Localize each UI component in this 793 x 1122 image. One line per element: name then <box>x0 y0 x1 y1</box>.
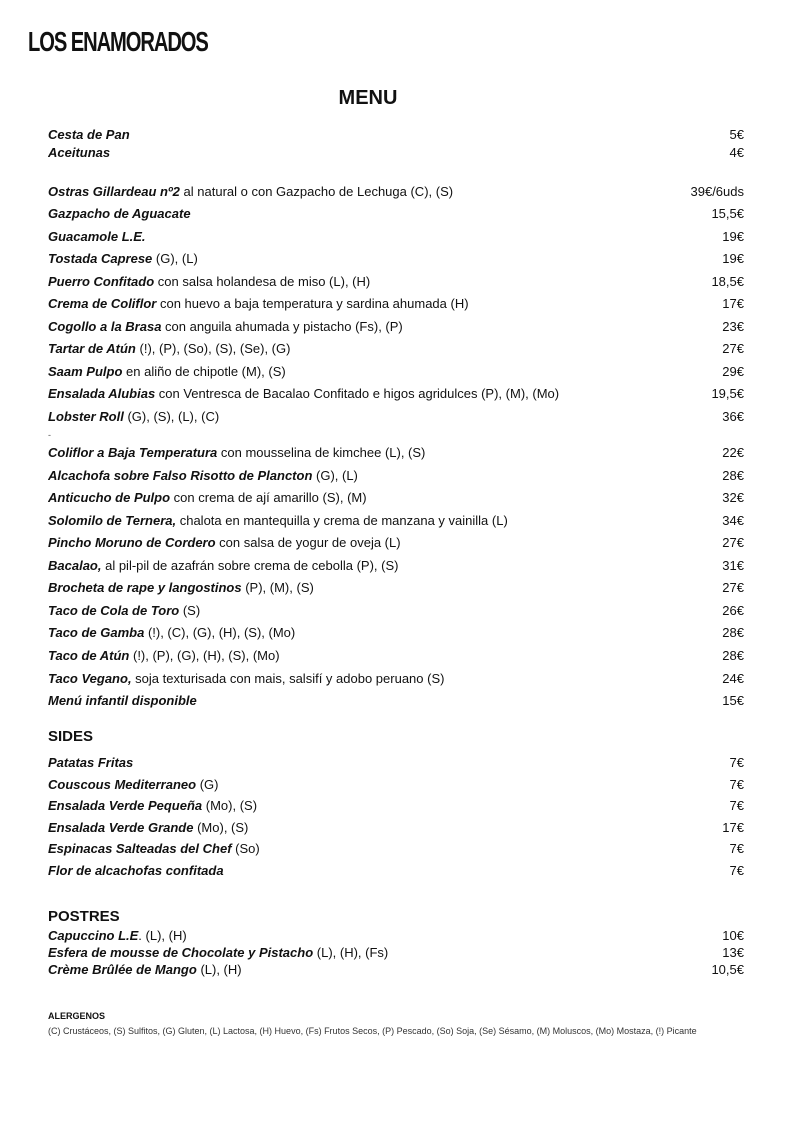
menu-item-row <box>48 928 744 943</box>
menu-item-desc: al pil-pil de azafrán sobre crema de cebolla (P), (S) <box>101 557 399 573</box>
menu-item-text <box>48 820 248 835</box>
menu-item-text <box>48 693 197 708</box>
menu-item-desc: (L), (H), (Fs) <box>313 945 389 960</box>
menu-item-name: Taco de Cola de Toro <box>48 602 180 618</box>
menu-title: MENU <box>338 87 398 109</box>
menu-item-text <box>48 798 257 813</box>
menu-item-price: 18,5€ <box>711 273 744 289</box>
menu-item-desc: al natural o con Gazpacho de Lechuga (C), (S) <box>179 184 454 199</box>
menu-item-text <box>48 341 290 356</box>
menu-item-name: Cesta de Pan <box>48 127 130 142</box>
menu-item-text <box>48 625 295 640</box>
menu-item-row <box>48 535 744 550</box>
menu-item-text <box>48 296 469 311</box>
menu-item-desc: (!), (P), (So), (S), (Se), (G) <box>135 341 291 357</box>
menu-item-row <box>48 319 744 334</box>
menu-item-row <box>48 490 744 505</box>
menu-item-price: 15,5€ <box>711 206 744 222</box>
menu-item-row <box>48 962 744 977</box>
menu-item-text <box>48 648 280 663</box>
menu-item-name: Couscous Mediterraneo <box>48 776 197 792</box>
menu-item-text <box>48 777 218 792</box>
menu-item-price: 15€ <box>722 693 744 709</box>
menu-item-row <box>48 229 744 244</box>
menu-item-desc: (G), (L) <box>152 251 198 267</box>
menu-item-text <box>48 386 559 401</box>
menu-item-price: 7€ <box>729 862 744 878</box>
menu-item-desc: con salsa holandesa de miso (L), (H) <box>154 273 371 289</box>
menu-item-row <box>48 409 744 424</box>
menu-item-name: Taco de Gamba <box>48 625 145 641</box>
menu-item-text <box>48 445 425 460</box>
menu-item-desc: (Mo), (S) <box>193 819 249 835</box>
menu-item-name: Anticucho de Pulpo <box>48 490 171 506</box>
menu-item-row <box>48 386 744 401</box>
menu-item-row <box>48 693 744 708</box>
separator-dash: - <box>48 430 51 440</box>
menu-item-price: 26€ <box>722 602 744 618</box>
menu-item-text <box>48 409 219 424</box>
menu-item-text <box>48 229 146 244</box>
postres-title: POSTRES <box>48 908 120 925</box>
menu-item-name: Solomilo de Ternera, <box>48 512 177 528</box>
menu-item-text <box>48 127 130 142</box>
menu-item-price: 36€ <box>722 408 744 424</box>
menu-item-price: 10,5€ <box>711 962 744 977</box>
menu-item-text <box>48 468 358 483</box>
menu-item-desc: (Mo), (S) <box>202 798 258 813</box>
menu-item-desc: con mousselina de kimchee (L), (S) <box>217 445 426 460</box>
menu-item-price: 19,5€ <box>711 386 744 402</box>
menu-item-row <box>48 513 744 528</box>
menu-item-row <box>48 945 744 960</box>
menu-item-row <box>48 364 744 379</box>
menu-item-desc: con anguila ahumada y pistacho (Fs), (P) <box>161 318 403 334</box>
menu-item-price: 4€ <box>729 145 744 160</box>
menu-item-row <box>48 625 744 640</box>
menu-item-desc: con crema de ají amarillo (S), (M) <box>170 490 367 506</box>
menu-item-name: Pincho Moruno de Cordero <box>48 535 216 551</box>
menu-item-price: 27€ <box>722 535 744 551</box>
menu-item-desc: (!), (P), (G), (H), (S), (Mo) <box>129 647 280 663</box>
menu-item-text <box>48 145 110 160</box>
menu-item-text <box>48 274 370 289</box>
menu-item-name: Tostada Caprese <box>48 251 153 267</box>
restaurant-logo: LOS ENAMORADOS <box>28 26 208 57</box>
menu-item-text <box>48 945 388 960</box>
menu-item-name: Puerro Confitado <box>48 273 155 289</box>
menu-item-price: 19€ <box>722 228 744 244</box>
menu-item-price: 5€ <box>729 127 744 142</box>
menu-item-row <box>48 296 744 311</box>
menu-item-desc: con Ventresca de Bacalao Confitado e higos agridulces (P), (M), (Mo) <box>155 386 560 402</box>
menu-item-row <box>48 863 744 878</box>
menu-item-name: Esfera de mousse de Chocolate y Pistacho <box>48 945 314 960</box>
menu-item-desc: (G) <box>196 776 219 792</box>
menu-item-text <box>48 962 242 977</box>
menu-item-name: Tartar de Atún <box>48 341 136 357</box>
menu-item-name: Taco Vegano, <box>48 670 132 686</box>
menu-item-price: 27€ <box>722 580 744 596</box>
menu-item-desc: con huevo a baja temperatura y sardina ahumada (H) <box>156 296 469 312</box>
menu-item-desc: . (L), (H) <box>138 928 187 943</box>
menu-item-text <box>48 580 314 595</box>
sides-title: SIDES <box>48 728 94 745</box>
menu-item-price: 13€ <box>722 945 744 960</box>
menu-item-name: Ostras Gillardeau nº2 <box>48 184 180 199</box>
menu-item-desc: (P), (M), (S) <box>241 580 314 596</box>
menu-item-row <box>48 274 744 289</box>
menu-item-name: Ensalada Verde Pequeña <box>48 798 203 813</box>
menu-item-text <box>48 490 367 505</box>
menu-item-price: 10€ <box>722 928 744 943</box>
menu-item-name: Flor de alcachofas confitada <box>48 862 224 878</box>
menu-item-desc: (L), (H) <box>196 962 242 977</box>
menu-item-row <box>48 206 744 221</box>
menu-item-price: 7€ <box>729 798 744 813</box>
menu-item-text <box>48 755 133 770</box>
menu-item-price: 28€ <box>722 647 744 663</box>
menu-item-row <box>48 251 744 266</box>
allergens-title: ALERGENOS <box>48 1011 106 1021</box>
menu-item-desc: (S) <box>179 602 201 618</box>
menu-item-desc: (G), (L) <box>312 467 358 483</box>
menu-item-row <box>48 603 744 618</box>
menu-item-name: Bacalao, <box>48 557 102 573</box>
menu-item-desc: (So) <box>231 841 260 856</box>
menu-item-text <box>48 184 453 199</box>
menu-item-row <box>48 184 744 199</box>
menu-item-text <box>48 863 224 878</box>
menu-item-row <box>48 341 744 356</box>
menu-item-desc: en aliño de chipotle (M), (S) <box>122 363 286 379</box>
menu-item-name: Brocheta de rape y langostinos <box>48 580 242 596</box>
menu-item-name: Lobster Roll <box>48 408 124 424</box>
menu-item-price: 24€ <box>722 670 744 686</box>
menu-item-row <box>48 755 744 770</box>
menu-item-price: 27€ <box>722 341 744 357</box>
menu-item-name: Ensalada Alubias <box>48 386 156 402</box>
menu-item-price: 7€ <box>729 841 744 856</box>
menu-item-text <box>48 319 403 334</box>
menu-item-price: 19€ <box>722 251 744 267</box>
menu-item-price: 22€ <box>722 445 744 460</box>
menu-item-name: Guacamole L.E. <box>48 228 146 244</box>
menu-item-name: Espinacas Salteadas del Chef <box>48 841 232 856</box>
menu-item-row <box>48 580 744 595</box>
menu-item-desc: chalota en mantequilla y crema de manzana y vainilla (L) <box>176 512 508 528</box>
menu-item-name: Saam Pulpo <box>48 363 123 379</box>
menu-item-price: 32€ <box>722 490 744 506</box>
allergens-text: (C) Crustáceos, (S) Sulfitos, (G) Gluten, (L) Lactosa, (H) Huevo, (Fs) Frutos Secos, (P) Pescado, (So) Soja, (Se) Sésamo, (M) Moluscos, (Mo) Mostaza, (!) Picante <box>48 1026 697 1036</box>
menu-item-row <box>48 820 744 835</box>
menu-item-price: 28€ <box>722 625 744 641</box>
menu-item-price: 34€ <box>722 512 744 528</box>
menu-item-row <box>48 671 744 686</box>
menu-item-desc: (G), (S), (L), (C) <box>123 408 220 424</box>
menu-item-row <box>48 648 744 663</box>
menu-item-price: 7€ <box>729 755 744 770</box>
menu-item-price: 17€ <box>722 819 744 835</box>
menu-item-row <box>48 468 744 483</box>
menu-item-row <box>48 558 744 573</box>
menu-item-name: Cogollo a la Brasa <box>48 318 162 334</box>
menu-item-row <box>48 841 744 856</box>
menu-item-name: Crème Brûlée de Mango <box>48 962 197 977</box>
menu-item-price: 31€ <box>722 557 744 573</box>
menu-item-name: Gazpacho de Aguacate <box>48 206 191 222</box>
menu-item-desc: (!), (C), (G), (H), (S), (Mo) <box>144 625 296 641</box>
menu-item-text <box>48 558 398 573</box>
menu-item-price: 23€ <box>722 318 744 334</box>
menu-item-text <box>48 364 286 379</box>
menu-item-row <box>48 127 744 142</box>
menu-item-name: Aceitunas <box>48 145 111 160</box>
menu-item-text <box>48 513 508 528</box>
menu-item-text <box>48 841 260 856</box>
menu-item-price: 17€ <box>722 296 744 312</box>
menu-item-text <box>48 206 191 221</box>
menu-item-name: Ensalada Verde Grande <box>48 819 194 835</box>
menu-item-name: Taco de Atún <box>48 647 130 663</box>
menu-item-price: 29€ <box>722 363 744 379</box>
menu-item-row <box>48 445 744 460</box>
menu-item-name: Patatas Fritas <box>48 755 134 770</box>
menu-item-name: Crema de Coliflor <box>48 296 157 312</box>
menu-item-name: Menú infantil disponible <box>48 693 197 709</box>
menu-item-text <box>48 671 444 686</box>
menu-item-price: 7€ <box>729 776 744 792</box>
menu-item-name: Coliflor a Baja Temperatura <box>48 445 218 460</box>
menu-item-text <box>48 928 187 943</box>
menu-item-name: Alcachofa sobre Falso Risotto de Plancton <box>48 467 313 483</box>
menu-item-row <box>48 798 744 813</box>
menu-item-text <box>48 535 401 550</box>
menu-item-price: 39€/6uds <box>690 184 744 199</box>
menu-item-text <box>48 603 200 618</box>
menu-item-name: Capuccino L.E <box>48 928 139 943</box>
menu-item-desc: soja texturisada con mais, salsifí y adobo peruano (S) <box>131 670 445 686</box>
menu-item-row <box>48 145 744 160</box>
menu-item-row <box>48 777 744 792</box>
menu-item-desc: con salsa de yogur de oveja (L) <box>215 535 401 551</box>
menu-item-price: 28€ <box>722 467 744 483</box>
menu-item-text <box>48 251 198 266</box>
